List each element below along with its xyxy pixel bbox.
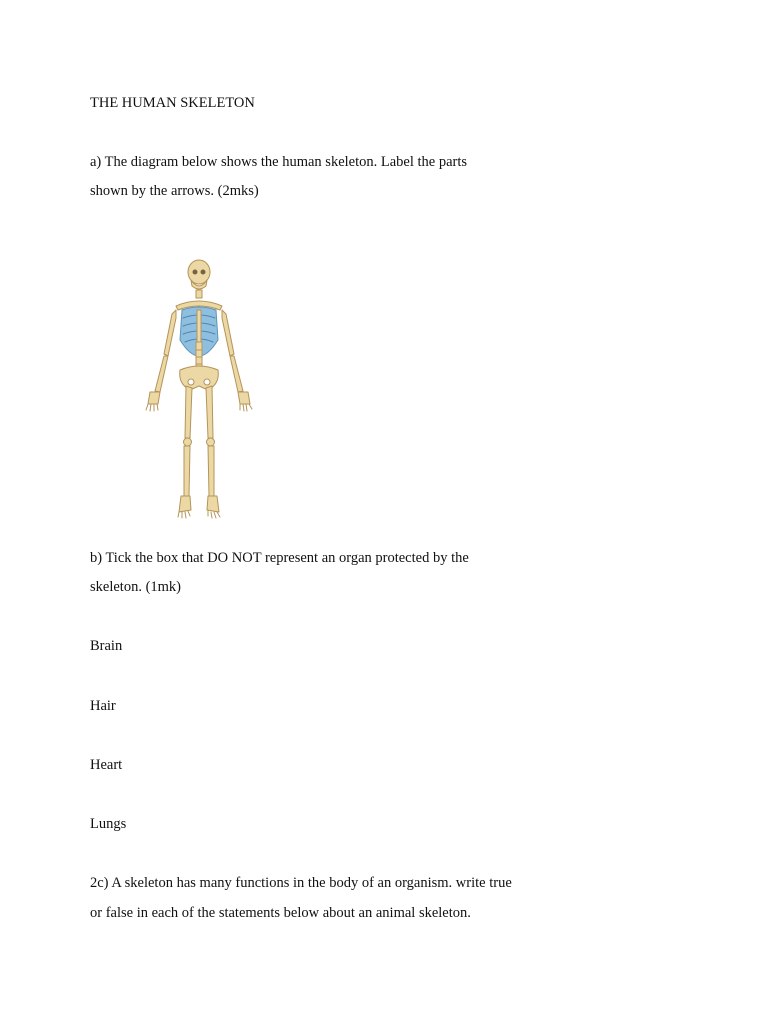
question-c-line-1: 2c) A skeleton has many functions in the body of an organism. write true: [90, 875, 512, 891]
option-brain: Brain: [90, 638, 123, 654]
question-b-line-1: b) Tick the box that DO NOT represent an organ protected by the: [90, 550, 469, 566]
question-a-line-1: a) The diagram below shows the human skeleton. Label the parts: [90, 154, 468, 170]
human-skeleton-illustration: [136, 258, 262, 522]
question-a-line-2: shown by the arrows. (2mks): [90, 183, 259, 199]
document-title: THE HUMAN SKELETON: [90, 95, 255, 111]
option-hair: Hair: [90, 698, 116, 714]
option-lungs: Lungs: [90, 816, 127, 832]
option-heart: Heart: [90, 757, 123, 773]
question-c-line-2: or false in each of the statements below about an animal skeleton.: [90, 905, 471, 921]
question-b-line-2: skeleton. (1mk): [90, 579, 182, 595]
